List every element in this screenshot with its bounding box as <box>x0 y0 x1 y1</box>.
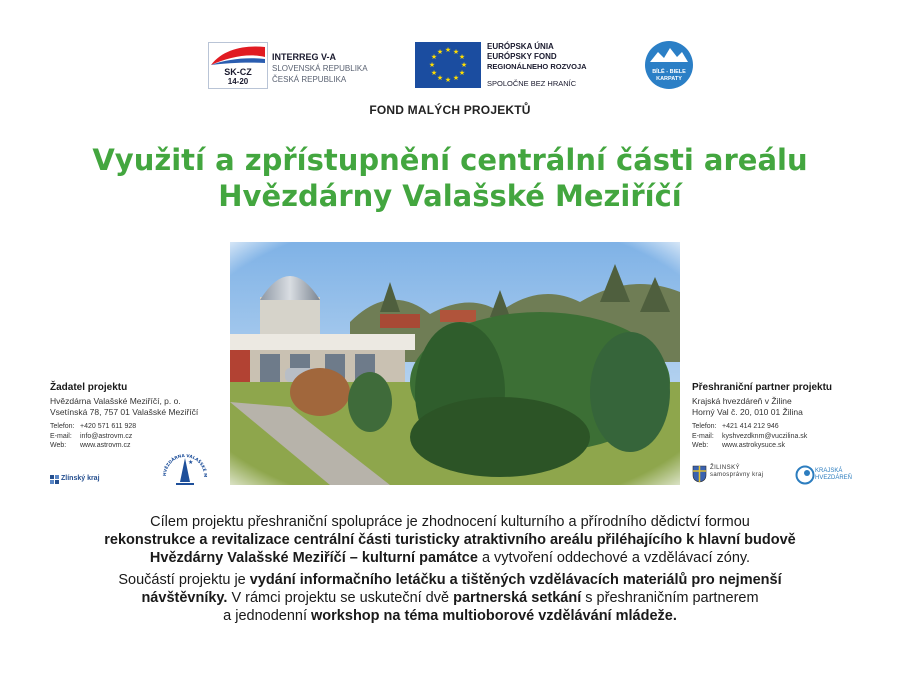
p2-text-b: vydání informačního letáčku a tištěných vzdělávacích materiálů pro nejmenší <box>249 572 782 588</box>
eu-slogan: SPOLOČNE BEZ HRANÍC <box>487 79 577 88</box>
partner-phone-row <box>692 422 892 432</box>
svg-text:★: ★ <box>452 48 460 56</box>
karpaty-logo <box>644 40 694 90</box>
partner-address: Horný Val č. 20, 010 01 Žilina <box>692 407 803 417</box>
partner-phone-label: Telefon: <box>692 423 717 430</box>
partner-phone: +421 414 212 946 <box>722 423 779 430</box>
svg-text:★: ★ <box>444 46 452 54</box>
eu-line-2: EURÓPSKY FOND <box>487 52 557 61</box>
krajska-hvezdaren-icon <box>795 465 815 485</box>
applicant-heading: Žadatel projektu <box>50 382 128 393</box>
applicant-email-label: E-mail: <box>50 432 72 440</box>
applicant-name: Hvězdárna Valašské Meziříčí, p. o. <box>50 396 181 406</box>
eu-flag-icon <box>415 42 481 88</box>
karpaty-line-2: KARPATY <box>656 75 682 82</box>
svg-text:★: ★ <box>458 69 466 77</box>
applicant-address: Vsetínská 78, 757 01 Valašské Meziříčí <box>50 407 199 417</box>
applicant-phone: +420 571 611 928 <box>80 423 137 430</box>
applicant-email-row <box>50 432 225 442</box>
applicant-web: www.astrovm.cz <box>80 442 131 449</box>
hvezdarna-vm-icon <box>160 446 210 490</box>
title-line-2: Hvězdárny Valašské Meziříčí <box>218 179 682 213</box>
p1-text-b: rekonstrukce a revitalizace centrální části turisticky atraktivního areálu přiléhajícího k hlavní budově <box>104 532 796 548</box>
observatory-photo-illustration <box>230 242 680 485</box>
eu-line-3: REGIONÁLNEHO ROZVOJA <box>487 62 587 71</box>
interreg-logo <box>208 42 378 92</box>
zlinsky-kraj-logo <box>50 474 140 486</box>
title-line-1: Využití a zpřístupnění centrální části areálu <box>92 143 808 177</box>
p2-text-e: partnerská setkání <box>453 590 582 606</box>
karpaty-icon <box>644 40 694 90</box>
zilinsky-line-1: ŽILINSKÝ <box>710 465 740 471</box>
applicant-email: info@astrovm.cz <box>80 432 133 440</box>
partner-email: kyshvezdknm@vuczilina.sk <box>722 432 808 440</box>
eu-line-1: EURÓPSKA ÚNIA <box>487 42 554 51</box>
hvezdarna-vm-label: HVĚZDÁRNA VALAŠSKÉ M <box>161 452 209 478</box>
applicant-web-label: Web: <box>50 442 67 449</box>
interreg-text <box>272 52 368 85</box>
interreg-code-2: 14-20 <box>227 77 249 86</box>
karpaty-line-1: BÍLÉ - BIELE <box>652 69 686 75</box>
partner-name: Krajská hvezdáreň v Žiline <box>692 396 792 406</box>
krajska-line-2: HVEZDÁREŇ <box>815 475 853 481</box>
eu-logo <box>415 42 615 92</box>
svg-text:★: ★ <box>452 74 460 82</box>
svg-text:★: ★ <box>444 76 452 84</box>
applicant-phone-label: Telefon: <box>50 423 75 430</box>
description-paragraph-2 <box>0 571 900 625</box>
zilinsky-kraj-logo <box>692 465 782 487</box>
zlinsky-kraj-icon <box>50 475 59 484</box>
p2-text-g: a jednodenní <box>223 608 312 624</box>
p2-text-c: návštěvníky. <box>141 590 228 606</box>
partner-email-label: E-mail: <box>692 432 714 440</box>
svg-text:★: ★ <box>188 460 194 466</box>
partner-web-label: Web: <box>692 442 709 449</box>
partner-heading: Přeshraniční partner projektu <box>692 382 833 393</box>
krajska-hvezdaren-logo <box>795 462 865 488</box>
eu-text <box>487 42 587 72</box>
partner-web-row <box>692 441 892 451</box>
interreg-line-2: SLOVENSKÁ REPUBLIKA <box>272 64 368 73</box>
p1-text-d: a vytvoření oddechové a vzdělávací zóny. <box>477 550 751 566</box>
p1-text-c: Hvězdárny Valašské Meziříčí – kulturní památce <box>149 550 478 566</box>
page-title <box>0 142 900 214</box>
partner-email-row <box>692 432 892 442</box>
krajska-line-1: KRAJSKÁ <box>815 468 843 474</box>
interreg-emblem <box>208 42 268 89</box>
fund-label: FOND MALÝCH PROJEKTŮ <box>369 103 531 117</box>
p2-text-h: workshop na téma multioborové vzdělávání mládeže. <box>311 608 677 624</box>
applicant-phone-row <box>50 422 225 432</box>
svg-text:★: ★ <box>430 69 438 77</box>
p2-text-f: s přeshraničním partnerem <box>581 590 759 606</box>
zilinsky-line-2: samosprávny kraj <box>710 472 764 478</box>
zlinsky-kraj-label: Zlínský kraj <box>61 475 100 482</box>
interreg-line-3: ČESKÁ REPUBLIKA <box>272 75 347 84</box>
description-paragraph-1 <box>0 513 900 567</box>
observatory-photo <box>230 242 680 485</box>
svg-text:★: ★ <box>428 61 436 69</box>
interreg-code-1: SK-CZ <box>224 67 252 77</box>
hvezdarna-vm-logo <box>160 446 210 490</box>
project-description <box>0 513 900 625</box>
zilinsky-kraj-shield-icon <box>692 465 707 483</box>
p1-text-a: Cílem projektu přeshraniční spolupráce je zhodnocení kulturního a přírodního dědictví formou <box>150 514 750 530</box>
svg-text:★: ★ <box>458 53 466 61</box>
svg-text:★: ★ <box>460 61 468 69</box>
interreg-line-1: INTERREG V-A <box>272 52 337 62</box>
svg-text:★: ★ <box>430 53 438 61</box>
applicant-info <box>50 382 225 451</box>
p2-text-a: Součástí projektu je <box>118 572 250 588</box>
svg-text:★: ★ <box>436 48 444 56</box>
partner-web: www.astrokysuce.sk <box>722 442 786 449</box>
p2-text-d: V rámci projektu se uskuteční dvě <box>227 590 454 606</box>
partner-info <box>692 382 892 451</box>
svg-text:★: ★ <box>436 74 444 82</box>
